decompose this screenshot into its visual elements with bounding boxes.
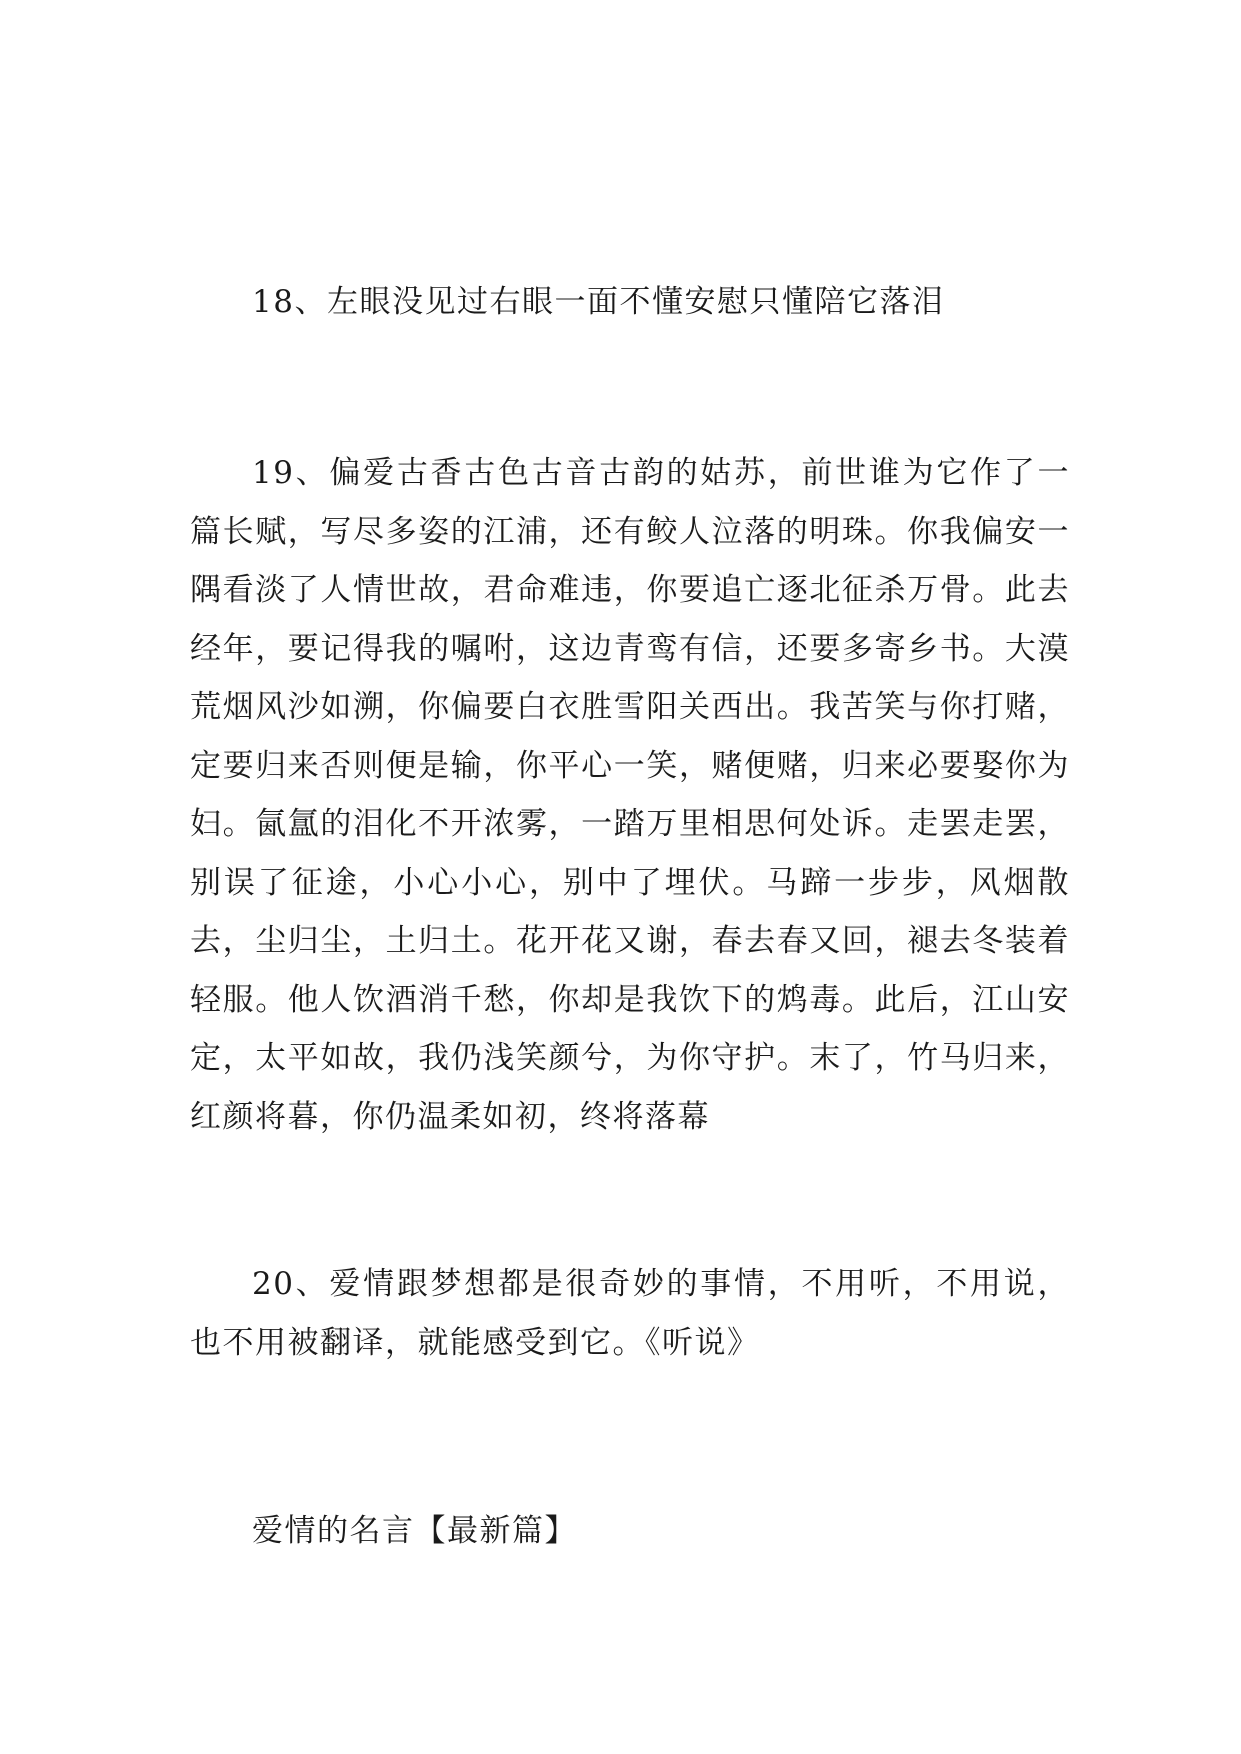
- quote-paragraph-18: 18、左眼没见过右眼一面不懂安慰只懂陪它落泪: [252, 284, 945, 320]
- quote-paragraph-19: 19、偏爱古香古色古音古韵的姑苏，前世谁为它作了一篇长赋，写尽多姿的江浦，还有鲛人泣落的明珠。你我偏安一隅看淡了人情世故，君命难违，你要追亡逐北征杀万骨。此去经年，要记得我的嘱咐，这边青鸾有信，还要多寄乡书。大漠荒烟风沙如溯，你偏要白衣胜雪阳关西出。我苦笑与你打赌，定要归来否则便是输，你平心一笑，赌便赌，归来必要娶你为妇。氤氲的泪化不开浓雾，一踏万里相思何处诉。走罢走罢，别误了征途，小心小心，别中了埋伏。马蹄一步步，风烟散去，尘归尘，土归土。花开花又谢，春去春又回，褪去冬装着轻服。他人饮酒消千愁，你却是我饮下的鸩毒。此后，江山安定，太平如故，我仍浅笑颜兮，为你守护。末了，竹马归来，红颜将暮，你仍温柔如初，终将落幕: [190, 455, 1070, 1135]
- section-heading: 爱情的名言【最新篇】: [252, 1513, 577, 1549]
- quote-paragraph-20: 20、爱情跟梦想都是很奇妙的事情，不用听，不用说，也不用被翻译，就能感受到它。《听说》: [190, 1266, 1070, 1361]
